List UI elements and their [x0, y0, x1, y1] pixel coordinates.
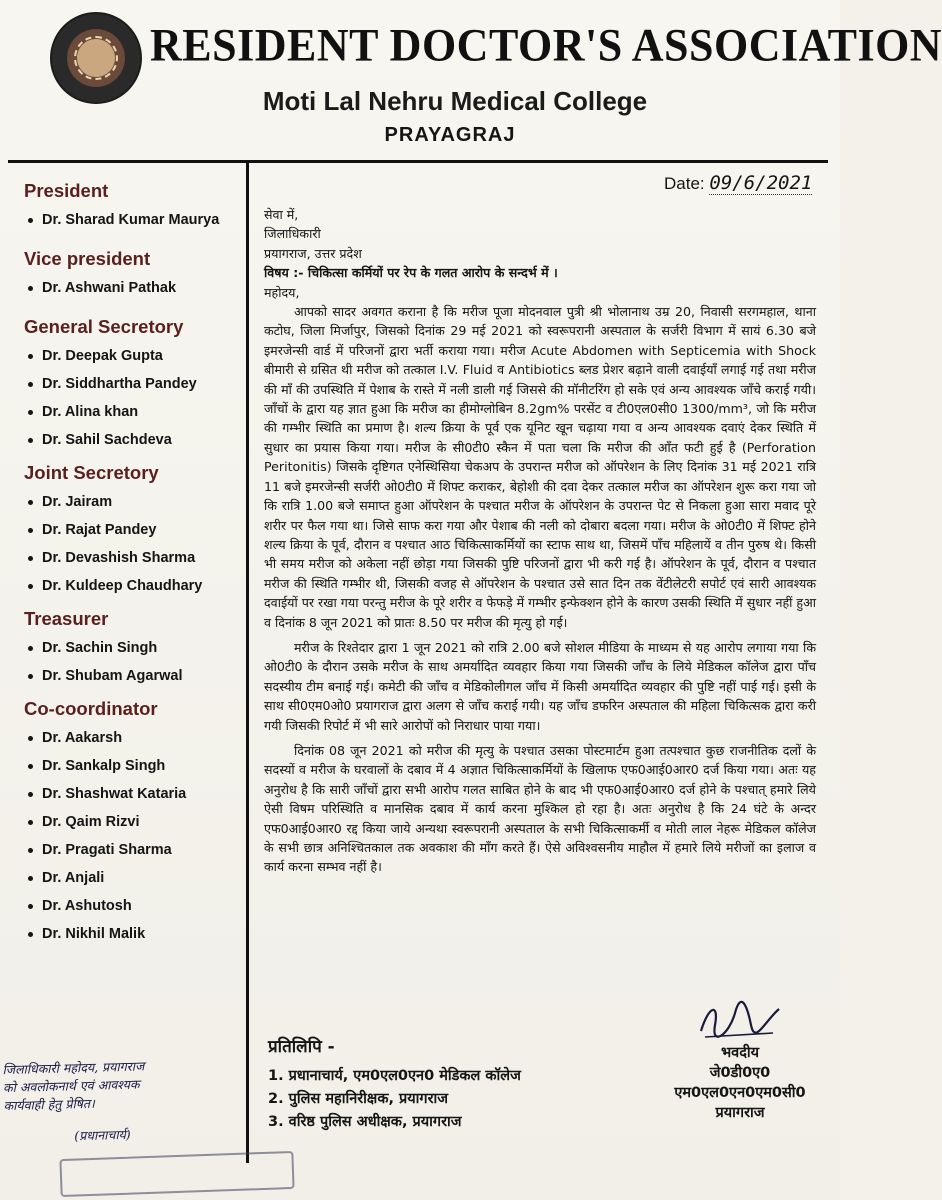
bullet-icon [28, 876, 33, 881]
role-group-general-secretary [22, 316, 242, 448]
college-name: Moti Lal Nehru Medical College [262, 86, 648, 116]
letter-body [264, 205, 816, 877]
sidebar-divider [246, 163, 249, 1163]
bullet-icon [28, 584, 33, 589]
bullet-icon [28, 792, 33, 797]
bullet-icon [28, 354, 33, 359]
copy-to-item: 2. पुलिस महानिरीक्षक, प्रयागराज [268, 1091, 449, 1107]
letter-subject: विषय :- चिकित्सा कर्मियों पर रेप के गलत आरोप के सन्दर्भ में । [264, 265, 558, 281]
member-name: Dr. Kuldeep Chaudhary [28, 578, 242, 594]
member-name: Dr. Alina khan [28, 404, 242, 420]
member-name: Dr. Siddhartha Pandey [28, 376, 242, 392]
member-name: Dr. Shashwat Kataria [28, 786, 242, 802]
member-name: Dr. Sharad Kumar Maurya [28, 212, 242, 228]
paragraph-2: मरीज के रिश्तेदार द्वारा 1 जून 2021 को रात्रि 2.00 बजे सोशल मीडिया के माध्यम से यह आरोप लगाया गया कि ओ0टी0 के दौरान उसके मरीज के साथ अमर्यादित व्यवहार किया गया जिसकी जाँच के लिये मेडिकल कॉलेज द्वारा पाँच सदस्यीय टीम बनाई गई। कमेटी की जाँच व मेडिकोलीगल जाँच में किसी अमर्यादित व्यवहार की पुष्टि नहीं पाई गई। इसी के साथ सी0एम0ओ0 प्रयागराज द्वारा अलग से जाँच कराई गयी। यह जाँच डफरिन अस्पताल की महिला चिकित्सक द्वारा करी गयी जिसकी रिपोर्ट में भी सारे आरोपों को निराधार पाया गया। [264, 639, 816, 733]
note-line: (प्रधानाचार्य) [74, 1126, 131, 1144]
role-title: Treasurer [24, 608, 109, 629]
member-name: Dr. Anjali [28, 870, 242, 886]
member-name: Dr. Aakarsh [28, 730, 242, 746]
role-title: Vice president [24, 248, 151, 269]
date-value: 09/6/2021 [709, 172, 813, 194]
letterhead-header [0, 0, 942, 160]
bullet-icon [28, 848, 33, 853]
bullet-icon [28, 932, 33, 937]
bullet-icon [28, 438, 33, 443]
bullet-icon [28, 646, 33, 651]
member-name: Dr. Sachin Singh [28, 640, 242, 656]
role-title: Joint Secretory [24, 462, 159, 483]
member-name: Dr. Deepak Gupta [28, 348, 242, 364]
role-group-co-coordinator [22, 698, 242, 942]
role-group-vice-president [22, 248, 242, 296]
paragraph-1: आपको सादर अवगत कराना है कि मरीज पूजा मोदनवाल पुत्री श्री भोलानाथ उम्र 20, निवासी सरगमहाल, थाना कटोघ, जिला मिर्जापुर, जिसको दिनांक 29 मई 2021 को स्वरूपरानी अस्पताल के सर्जरी विभाग में सायं 6.30 बजे इमरजेन्सी वार्ड में परिजनों द्वारा भर्ती कराया गया। मरीज Acute Abdomen with Septicemia with Shock बीमारी से ग्रसित थी मरीज को तत्काल I.V. Fluid व Antibiotics ब्लड प्रेशर बढ़ाने वाली दवाईयाँ लगाई गई तथा मरीज की माँ की उपस्थिति में पेशाब के रास्ते में नली डाली गई जिससे की मॉनीटरिंग हो सके एवं अन्य आवश्यक जाँचे कराई गयी। जाँचों के द्वारा यह ज्ञात हुआ कि मरीज का हीमोग्लोबिन 8.2gm% परसेंट व टी0एल0सी0 1300/mm³, जो कि मरीज की गम्भीर स्थिति का प्रमाण है। शल्य क्रिया के पूर्व एक यूनिट खून चढ़ाया गया व अन्य आवश्यक दवाएं देकर स्थिति में सुधार का प्रयास किया गया। मरीज के सी0टी0 स्कैन में पता चला कि मरीज की आँत फटी हुई है (Perforation Peritonitis) जिसके दृष्टिगत एनेस्थिसिया चेकअप के उपरान्त मरीज को ऑपरेशन के लिए दिनांक 31 मई 2021 रात्रि 11 बजे इमरजेन्सी सर्जरी ओ0टी0 में शिफ्ट कराकर, बेहोशी की दवा देकर तत्काल मरीज का ऑपरेशन शुरू करा गया जो कि रात्रि 1.00 बजे समाप्त हुआ ऑपरेशन के पश्चात मरीज के ऑपरेशन के उपरान्त पेट से निकला हुआ सारा मवाद पूरे शरीर पर फैल गया था। जिसे साफ करा गया और पेशाब की नली को दोबारा बदला गया। मरीज के ओ0टी0 में शिफ्ट होने शल्य क्रिया के पूर्व, दौरान व पश्चात आठ चिकित्साकर्मियों का स्टाफ साथ था, जिसमें पाँच महिलायें व तीन पुरुष थे। किसी भी समय मरीज को अकेला नहीं छोड़ा गया जिसकी पुष्टि परिजनों द्वारा भी करी गई है। ऑपरेशन के पूर्व, दौरान व पश्चात मरीज की स्थिति गम्भीर थी, जिसकी वजह से ऑपरेशन के पश्चात उसे सात दिन तक वेंटीलेटरी सपोर्ट एवं सारी आवश्यक दवाईयों पर रखा गया परन्तु मरीज के पूरे शरीर व फेफड़े में गम्भीर इन्फेक्शन होने के कारण उसकी स्थिति में सुधार नहीं हुआ व दिनांक 8 जून 2021 को प्रातः 8.50 पर मरीज की मृत्यु हो गई। [264, 304, 816, 630]
copy-to-item: 3. वरिष्ठ पुलिस अधीक्षक, प्रयागराज [268, 1114, 462, 1130]
bullet-icon [28, 382, 33, 387]
bullet-icon [28, 500, 33, 505]
bullet-icon [28, 820, 33, 825]
signature-line-1: भवदीय [720, 1045, 760, 1061]
role-group-treasurer [22, 608, 242, 684]
office-stamp [59, 1151, 294, 1197]
note-line: को अवलोकनार्थ एवं आवश्यक [2, 1076, 140, 1096]
signature-line-4: प्रयागराज [715, 1105, 765, 1121]
role-title: Co-coordinator [24, 698, 158, 719]
member-name: Dr. Jairam [28, 494, 242, 510]
member-name: Dr. Sahil Sachdeva [28, 432, 242, 448]
recipient-title: जिलाधिकारी [264, 226, 321, 242]
note-line: कार्यवाही हेतु प्रेषित। [3, 1095, 95, 1114]
bullet-icon [28, 904, 33, 909]
letter-date [664, 172, 812, 194]
bullet-icon [28, 674, 33, 679]
member-name: Dr. Rajat Pandey [28, 522, 242, 538]
member-name: Dr. Nikhil Malik [28, 926, 242, 942]
paragraph-3: दिनांक 08 जून 2021 को मरीज की मृत्यु के पश्चात उसका पोस्टमार्टम हुआ तत्पश्चात कुछ राजनीतिक दलों के सदस्यों व मरीज के घरवालों के दबाव में 4 अज्ञात चिकित्साकर्मियों के खिलाफ एफ0आई0आर0 दर्ज किया गया। अतः यह अनुरोध है कि सारी जाँचों द्वारा सभी आरोप गलत साबित होने के बाद भी एफ0आई0आर0 दर्ज होने के पश्चात् हमारे लिये ऐसी विषम परिस्थिति व मानसिक दबाव में कार्य करना मुश्किल हो रहा है। अतः अनुरोध है कि 24 घंटे के अन्दर एफ0आई0आर0 रद्द किया जाये अन्यथा स्वरूपरानी अस्पताल के सभी चिकित्साकर्मी व मोती लाल नेहरू मेडिकल कॉलेज के सभी छात्र अनिश्चितकाल तक अवकाश की माँग करते हैं। ऐसे अविश्वसनीय माहौल में हमारे लिये मरीजों का इलाज व कार्य करना सम्भव नहीं है। [264, 742, 816, 875]
bullet-icon [28, 286, 33, 291]
copy-to-title: प्रतिलिपि - [268, 1037, 335, 1057]
bullet-icon [28, 218, 33, 223]
member-name: Dr. Sankalp Singh [28, 758, 242, 774]
member-name: Dr. Ashwani Pathak [28, 280, 242, 296]
copy-to-list [268, 1034, 608, 1134]
organization-name: RESIDENT DOCTOR'S ASSOCIATION [150, 19, 942, 72]
role-title: General Secretory [24, 316, 184, 337]
signature-line-3: एम0एल0एन0एम0सी0 [674, 1085, 806, 1101]
date-label: Date: [664, 174, 705, 193]
bullet-icon [28, 410, 33, 415]
bullet-icon [28, 764, 33, 769]
city-name: PRAYAGRAJ [384, 124, 516, 146]
signature-line-2: जे0डी0ए0 [709, 1065, 771, 1081]
letter-greeting: महोदय, [264, 284, 300, 300]
office-bearers-sidebar [22, 180, 242, 954]
member-name: Dr. Qaim Rizvi [28, 814, 242, 830]
role-group-joint-secretary [22, 462, 242, 594]
signature-block [655, 995, 825, 1123]
member-name: Dr. Shubam Agarwal [28, 668, 242, 684]
role-group-president [22, 180, 242, 228]
member-name: Dr. Devashish Sharma [28, 550, 242, 566]
salutation-to: सेवा में, [264, 207, 299, 222]
handwritten-signature [655, 995, 825, 1043]
member-name: Dr. Ashutosh [28, 898, 242, 914]
note-line: जिलाधिकारी महोदय, प्रयागराज [2, 1058, 145, 1078]
role-title: President [24, 180, 109, 201]
bullet-icon [28, 736, 33, 741]
bullet-icon [28, 528, 33, 533]
member-name: Dr. Pragati Sharma [28, 842, 242, 858]
bullet-icon [28, 556, 33, 561]
copy-to-item: 1. प्रधानाचार्य, एम0एल0एन0 मेडिकल कॉलेज [268, 1068, 521, 1084]
header-divider [8, 160, 828, 163]
recipient-place: प्रयागराज, उत्तर प्रदेश [264, 245, 362, 261]
